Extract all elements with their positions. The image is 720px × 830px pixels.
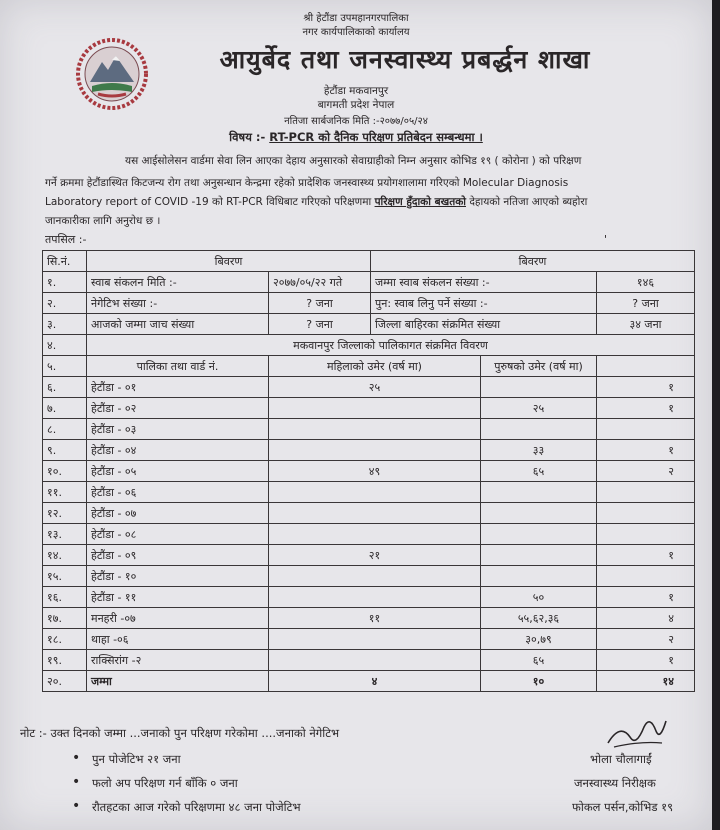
row-female-age bbox=[269, 650, 481, 671]
row-sn: ९. bbox=[43, 440, 87, 461]
row-male-age: ६५ bbox=[481, 461, 597, 482]
summary-row bbox=[43, 272, 695, 293]
row-male-age bbox=[481, 377, 597, 398]
table-row bbox=[43, 545, 695, 566]
row-female-age bbox=[269, 440, 481, 461]
row-sn: १४. bbox=[43, 545, 87, 566]
row-male-age: ६५ bbox=[481, 650, 597, 671]
address-line-2: बागमती प्रदेश नेपाल bbox=[317, 99, 395, 111]
summary-sn: १. bbox=[43, 272, 87, 293]
signer-post: जनस्वास्थ्य निरीक्षक bbox=[574, 776, 656, 790]
row-female-age bbox=[269, 482, 481, 503]
summary-sn: ३. bbox=[43, 314, 87, 335]
summary-row bbox=[43, 314, 695, 335]
note-bullet: • रौतहटका आज गरेको परिक्षणमा ४८ जना पोजेटिभ bbox=[92, 800, 301, 815]
summary-label-2: पुन: स्वाब लिनु पर्ने संख्या :- bbox=[371, 293, 597, 314]
row-sn: १२. bbox=[43, 503, 87, 524]
row-male-age bbox=[481, 545, 597, 566]
table-row bbox=[43, 440, 695, 461]
colhead-sn: ५. bbox=[43, 356, 87, 377]
row-female-age bbox=[269, 524, 481, 545]
summary-value: २०७७/०५/२२ गते bbox=[269, 272, 371, 293]
row-total bbox=[597, 503, 695, 524]
row-total: १ bbox=[597, 650, 695, 671]
row-ward: हेटौंडा - १० bbox=[87, 566, 269, 587]
row-male-age bbox=[481, 419, 597, 440]
row-male-age bbox=[481, 566, 597, 587]
table-row bbox=[43, 587, 695, 608]
photo-edge bbox=[712, 0, 720, 830]
row-male-age: ५५,६२,३६ bbox=[481, 608, 597, 629]
row-male-age bbox=[481, 524, 597, 545]
row-ward: हेटौंडा - ०६ bbox=[87, 482, 269, 503]
table-row bbox=[43, 650, 695, 671]
header-desc-2: बिवरण bbox=[371, 251, 695, 272]
total-sn: २०. bbox=[43, 671, 87, 692]
row-total: ४ bbox=[597, 608, 695, 629]
row-female-age: २५ bbox=[269, 377, 481, 398]
row-female-age bbox=[269, 398, 481, 419]
row-ward: राक्सिरांग -२ bbox=[87, 650, 269, 671]
address-line-1: हेटौंडा मकवानपुर bbox=[323, 85, 389, 97]
summary-value: ? जना bbox=[269, 293, 371, 314]
row-total: २ bbox=[597, 461, 695, 482]
table-row bbox=[43, 461, 695, 482]
row-male-age bbox=[481, 482, 597, 503]
signer-name: भोला चौलागाईं bbox=[590, 752, 652, 766]
row-ward: मनहरी -०७ bbox=[87, 608, 269, 629]
row-sn: ११. bbox=[43, 482, 87, 503]
table-row bbox=[43, 566, 695, 587]
summary-row bbox=[43, 293, 695, 314]
row-male-age: ३३ bbox=[481, 440, 597, 461]
colhead-male: पुरुषको उमेर (वर्ष मा) bbox=[481, 356, 597, 377]
total-count: १४ bbox=[597, 671, 695, 692]
body-line-3c: देहायको नतिजा आएको ब्यहोरा bbox=[465, 196, 588, 208]
row-sn: १०. bbox=[43, 461, 87, 482]
column-header-row bbox=[43, 356, 695, 377]
summary-value-2: ? जना bbox=[597, 293, 695, 314]
section-row bbox=[43, 335, 695, 356]
row-ward: हेटौंडा - ११ bbox=[87, 587, 269, 608]
body-line-3a: Laboratory report of COVID -19 को RT-PCR विधिबाट गरिएको परिक्षणमा bbox=[45, 196, 375, 208]
details-label: तपसिल :- bbox=[45, 233, 87, 246]
row-sn: १७. bbox=[43, 608, 87, 629]
body-line-3 bbox=[45, 195, 587, 209]
total-male: १० bbox=[481, 671, 597, 692]
row-total: २ bbox=[597, 629, 695, 650]
subject-text: RT-PCR को दैनिक परिक्षण प्रतिबेदन सम्बन्धमा । bbox=[269, 130, 483, 144]
table-row bbox=[43, 503, 695, 524]
table-row bbox=[43, 419, 695, 440]
table-row bbox=[43, 377, 695, 398]
table-row bbox=[43, 482, 695, 503]
row-female-age bbox=[269, 587, 481, 608]
table-row bbox=[43, 524, 695, 545]
row-ward: हेटौंडा - ०४ bbox=[87, 440, 269, 461]
section-title: मकवानपुर जिल्लाको पालिकागत संक्रमित विवरण bbox=[87, 335, 695, 356]
colhead-female: महिलाको उमेर (वर्ष मा) bbox=[269, 356, 481, 377]
row-total bbox=[597, 419, 695, 440]
row-ward: हेटौंडा - ०७ bbox=[87, 503, 269, 524]
row-male-age bbox=[481, 503, 597, 524]
row-sn: १९. bbox=[43, 650, 87, 671]
row-sn: ८. bbox=[43, 419, 87, 440]
colhead-total bbox=[597, 356, 695, 377]
summary-label: आजको जम्मा जाच संख्या bbox=[87, 314, 269, 335]
summary-value-2: १४६ bbox=[597, 272, 695, 293]
signer-role: फोकल पर्सन,कोभिड १९ bbox=[572, 800, 674, 814]
body-line-4: जानकारीका लागि अनुरोध छ । bbox=[45, 215, 161, 227]
office-line-1: श्री हेटौंडा उपमहानगरपालिका bbox=[303, 13, 409, 24]
section-sn: ४. bbox=[43, 335, 87, 356]
row-female-age bbox=[269, 566, 481, 587]
row-ward: हेटौंडा - ०९ bbox=[87, 545, 269, 566]
row-female-age: ४९ bbox=[269, 461, 481, 482]
row-ward: हेटौंडा - ०८ bbox=[87, 524, 269, 545]
row-total: १ bbox=[597, 440, 695, 461]
row-total bbox=[597, 566, 695, 587]
body-line-2: गर्ने क्रममा हेटौंडास्थित किटजन्य रोग तथा अनुसन्धान केन्द्रमा रहेको प्रादेशिक जनस्वास्थ्य प्रयोगशालामा गरिएको Molecular Diagnosis bbox=[45, 177, 569, 189]
page-title: आयुर्बेद तथा जनस्वास्थ्य प्रबर्द्धन शाखा bbox=[219, 45, 591, 74]
row-female-age: ११ bbox=[269, 608, 481, 629]
row-sn: १५. bbox=[43, 566, 87, 587]
header-desc: बिवरण bbox=[87, 251, 371, 272]
colhead-ward: पालिका तथा वार्ड नं. bbox=[87, 356, 269, 377]
row-total bbox=[597, 524, 695, 545]
summary-sn: २. bbox=[43, 293, 87, 314]
row-sn: १३. bbox=[43, 524, 87, 545]
row-ward: हेटौंडा - ०२ bbox=[87, 398, 269, 419]
stray-mark: ' bbox=[604, 233, 608, 246]
table-row bbox=[43, 629, 695, 650]
summary-label: स्वाब संकलन मिति :- bbox=[87, 272, 269, 293]
summary-label: नेगेटिभ संख्या :- bbox=[87, 293, 269, 314]
row-ward: हेटौंडा - ०१ bbox=[87, 377, 269, 398]
row-total: १ bbox=[597, 377, 695, 398]
row-sn: ७. bbox=[43, 398, 87, 419]
row-total bbox=[597, 482, 695, 503]
row-ward: हेटौंडा - ०५ bbox=[87, 461, 269, 482]
total-row bbox=[43, 671, 695, 692]
row-male-age: २५ bbox=[481, 398, 597, 419]
summary-value-2: ३४ जना bbox=[597, 314, 695, 335]
summary-label-2: जिल्ला बाहिरका संक्रमित संख्या bbox=[371, 314, 597, 335]
row-sn: १८. bbox=[43, 629, 87, 650]
note-bullet: • फलो अप परिक्षण गर्न बाँकि ० जना bbox=[92, 776, 238, 791]
row-total: १ bbox=[597, 587, 695, 608]
row-male-age: ३०,७९ bbox=[481, 629, 597, 650]
row-sn: ६. bbox=[43, 377, 87, 398]
publish-date: नतिजा सार्बजनिक मिति :-२०७७/०५/२४ bbox=[284, 116, 428, 127]
table-row bbox=[43, 398, 695, 419]
row-female-age bbox=[269, 503, 481, 524]
office-line-2: नगर कार्यपालिकाको कार्यालय bbox=[302, 27, 410, 38]
body-line-3-highlight: परिक्षण हुँदाको बखतको bbox=[374, 196, 466, 208]
total-female: ४ bbox=[269, 671, 481, 692]
row-female-age bbox=[269, 629, 481, 650]
summary-label-2: जम्मा स्वाब संकलन संख्या :- bbox=[371, 272, 597, 293]
table-row bbox=[43, 608, 695, 629]
total-label: जम्मा bbox=[87, 671, 269, 692]
subject-prefix: विषय :- bbox=[229, 130, 270, 144]
row-female-age bbox=[269, 419, 481, 440]
row-ward: थाहा -०६ bbox=[87, 629, 269, 650]
report-table bbox=[42, 250, 695, 692]
summary-value: ? जना bbox=[269, 314, 371, 335]
body-line-1: यस आईसोलेसन वार्डमा सेवा लिन आएका देहाय अनुसारको सेवाग्राहीको निम्न अनुसार कोभिड १९ ( कोरोना ) को परिक्षण bbox=[125, 155, 582, 167]
header-sn: सि.नं. bbox=[43, 251, 87, 272]
row-total: १ bbox=[597, 398, 695, 419]
signature-icon bbox=[600, 713, 670, 753]
row-female-age: २१ bbox=[269, 545, 481, 566]
note-line: नोट :- उक्त दिनको जम्मा ...जनाको पुन परिक्षण गरेकोमा ....जनाको नेगेटिभ bbox=[20, 726, 340, 740]
row-sn: १६. bbox=[43, 587, 87, 608]
row-male-age: ५० bbox=[481, 587, 597, 608]
note-bullet: • पुन पोजेटिभ २१ जना bbox=[92, 752, 181, 767]
subject-line bbox=[0, 130, 712, 145]
table-header-row bbox=[43, 251, 695, 272]
row-ward: हेटौंडा - ०३ bbox=[87, 419, 269, 440]
row-total: १ bbox=[597, 545, 695, 566]
